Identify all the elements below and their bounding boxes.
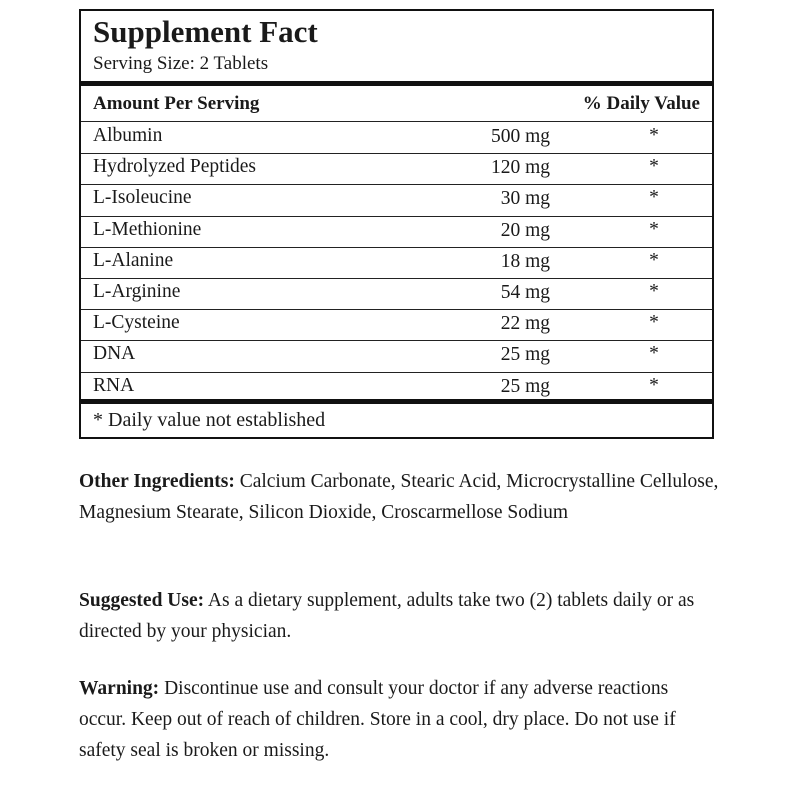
other-ingredients-text: Calcium Carbonate, Stearic Acid, Microcrystalline Cellulose, Magnesium Stearate, Silicon Dioxide, Croscarmellose Sodium xyxy=(79,471,719,523)
nutrient-amount: 30 mg xyxy=(500,188,550,210)
nutrient-name: Hydrolyzed Peptides xyxy=(93,156,257,178)
nutrient-name: L-Cysteine xyxy=(93,312,180,334)
amount-per-serving-header: Amount Per Serving xyxy=(93,93,260,114)
nutrient-name: DNA xyxy=(93,343,136,365)
facts-header-row xyxy=(81,90,712,120)
nutrient-amount: 120 mg xyxy=(490,157,550,179)
other-ingredients-label: Other Ingredients: xyxy=(79,471,235,492)
warning-text: Discontinue use and consult your doctor if any adverse reactions occur. Keep out of reach of children. Store in a cool, dry place. Do not use if safety seal is broken or missing. xyxy=(79,678,676,761)
nutrient-row xyxy=(81,340,712,371)
nutrient-amount: 25 mg xyxy=(500,375,550,397)
supplement-facts-panel xyxy=(79,9,714,439)
nutrient-daily-value: * xyxy=(649,312,659,334)
nutrient-row xyxy=(81,153,712,184)
nutrient-amount: 500 mg xyxy=(490,126,550,147)
nutrient-row xyxy=(81,122,712,153)
nutrient-daily-value: * xyxy=(649,218,659,240)
nutrient-row xyxy=(81,278,712,309)
other-ingredients xyxy=(79,466,719,528)
facts-footnote: * Daily value not established xyxy=(93,409,326,431)
divider-thick xyxy=(81,399,712,404)
suggested-use-label: Suggested Use: xyxy=(79,590,205,611)
nutrient-name: L-Methionine xyxy=(93,218,202,240)
serving-size: Serving Size: 2 Tablets xyxy=(93,53,269,74)
nutrient-daily-value: * xyxy=(649,343,659,365)
nutrient-amount: 54 mg xyxy=(500,282,550,303)
nutrient-name: L-Arginine xyxy=(93,281,181,302)
nutrient-daily-value: * xyxy=(649,281,659,302)
divider-thick xyxy=(81,81,712,86)
nutrient-name: L-Isoleucine xyxy=(93,187,192,209)
nutrient-daily-value: * xyxy=(649,249,659,271)
nutrient-daily-value: * xyxy=(649,187,659,209)
warning-label: Warning: xyxy=(79,678,160,699)
nutrient-name: RNA xyxy=(93,374,135,396)
nutrient-name: Albumin xyxy=(93,125,163,146)
nutrient-amount: 25 mg xyxy=(500,344,550,366)
nutrient-amount: 22 mg xyxy=(500,313,550,335)
nutrient-row xyxy=(81,184,712,215)
suggested-use-text: As a dietary supplement, adults take two (2) tablets daily or as directed by your physician. xyxy=(79,590,695,642)
nutrient-row xyxy=(81,309,712,340)
nutrient-row xyxy=(81,372,712,403)
nutrient-daily-value: * xyxy=(649,156,659,178)
nutrient-row xyxy=(81,247,712,278)
nutrient-daily-value: * xyxy=(649,374,659,396)
nutrient-name: L-Alanine xyxy=(93,249,174,271)
nutrient-amount: 20 mg xyxy=(500,219,550,241)
facts-title: Supplement Fact xyxy=(93,14,318,49)
nutrient-row xyxy=(81,216,712,247)
daily-value-header: % Daily Value xyxy=(582,93,700,114)
suggested-use xyxy=(79,585,719,647)
nutrient-daily-value: * xyxy=(649,125,659,146)
nutrient-amount: 18 mg xyxy=(500,250,550,272)
warning xyxy=(79,673,719,766)
